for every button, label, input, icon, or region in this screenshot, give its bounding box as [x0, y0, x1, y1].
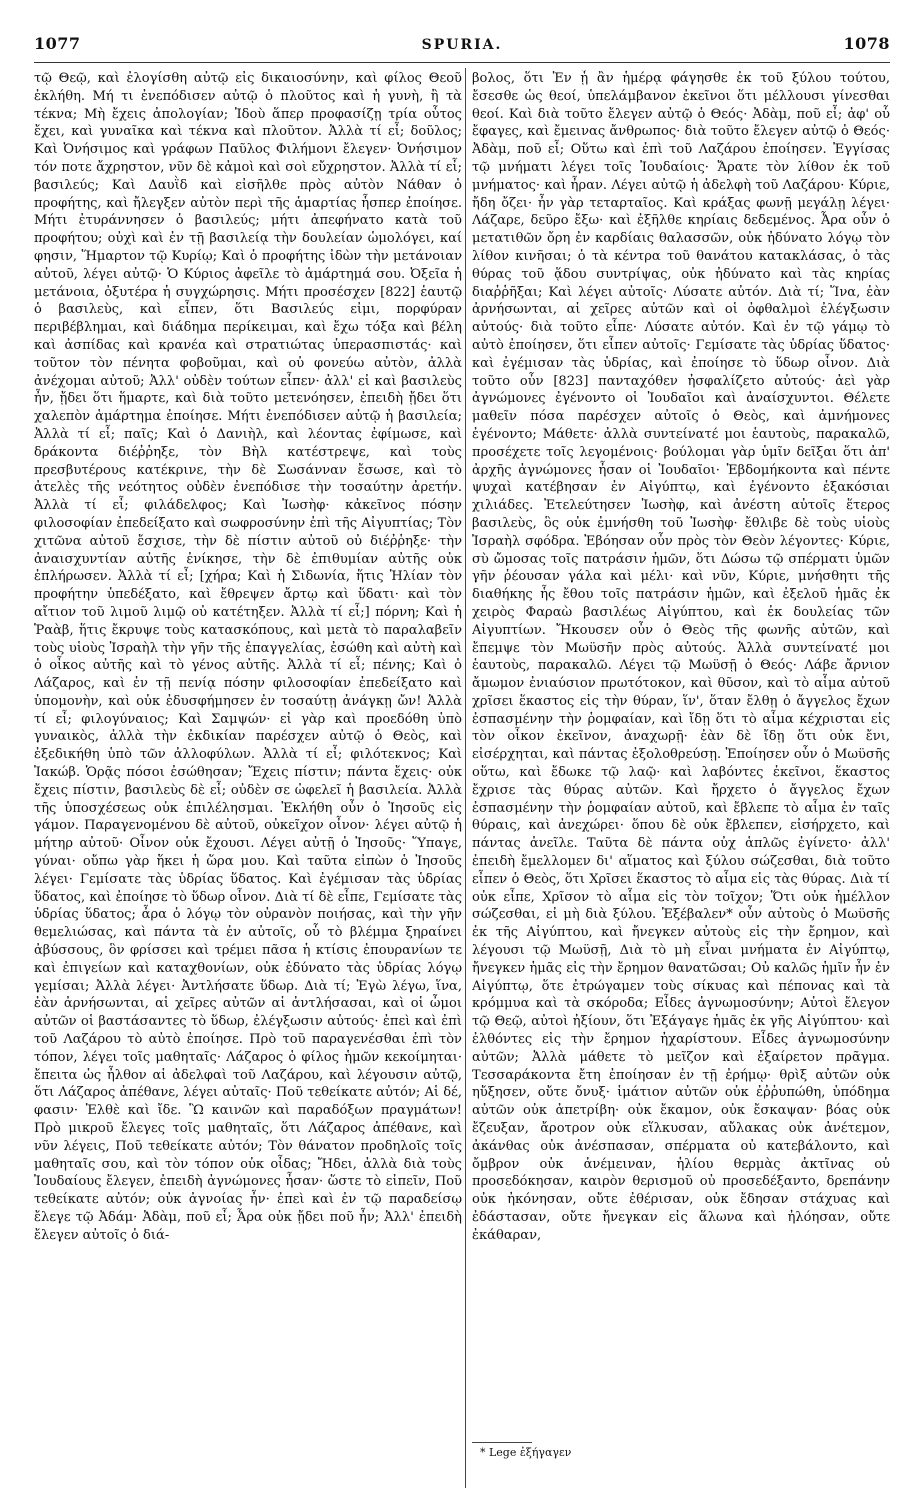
left-page-number: 1077 — [34, 34, 81, 53]
footnote: * Lege ἐξήγαγεν — [480, 1446, 572, 1459]
right-page-number: 1078 — [843, 34, 890, 53]
header-rule — [34, 62, 890, 63]
running-title: SPURIA. — [421, 37, 503, 53]
page-header — [34, 34, 890, 60]
left-column-text: τῷ Θεῷ, καὶ ἐλογίσθη αὐτῷ εἰς δικαιοσύνην, καὶ φίλος Θεοῦ ἐκλήθη. Μή τι ἐνεπόδισεν αὐτῷ ὁ πλοῦτος καὶ ἡ γυνὴ, ἢ τὰ τέκνα; Μὴ ἔχεις ἀπολογίαν; Ἰδοὺ ἅπερ προφασίζῃ τρία οὗτος ἔχει, καὶ γυναῖκα καὶ τέκνα καὶ πλοῦτον. Ἀλλὰ τί εἶ; δοῦλος; Καὶ Ὀνήσιμος καὶ γράφων Παῦλος Φιλήμονι ἔλεγεν· Ὀνήσιμον τόν ποτε ἄχρηστον, νῦν δὲ κἀμοὶ καὶ σοὶ εὔχρηστον. Ἀλλὰ τί εἶ; βασιλεύς; Καὶ Δαυῒδ καὶ εἰσῆλθε πρὸς αὐτὸν Νάθαν ὁ προφήτης, καὶ ἤλεγξεν αὐτὸν περὶ τῆς ἁμαρτίας ἧσπερ ἐποίησε. Μήτι ἐτυράννησεν ὁ βασιλεύς; μήτι ἀπεφήνατο κατὰ τοῦ προφήτου; οὐχὶ καὶ ἐν τῇ βασιλείᾳ τὴν δουλείαν ὡμολόγει, καί φησιν, Ἥμαρτον τῷ Κυρίῳ; Καὶ ὁ προφήτης ἰδὼν τὴν μετάνοιαν αὐτοῦ, λέγει αὐτῷ· Ὁ Κύριος ἀφεῖλε τὸ ἁμάρτημά σου. Ὀξεῖα ἡ μετάνοια, ὀξυτέρα ἡ συγχώρησις. Μήτι προσέσχεν [822] ἑαυτῷ ὁ βασιλεὺς, καὶ εἶπεν, ὅτι Βασιλεύς εἰμι, πορφύραν περιβέβλημαι, καὶ διάδημα περίκειμαι, καὶ ἔχω τόξα καὶ βέλη καὶ ἀσπίδας καὶ κρανέα καὶ στρατιώτας ὑπερασπιστάς· καὶ τοῦτον τὸν πένητα φοβοῦμαι, καὶ οὐ φονεύω αὐτὸν, ἀλλὰ ἀνέχομαι αὐτοῦ; Ἀλλ' οὐδὲν τούτων εἶπεν· ἀλλ' εἰ καὶ βασιλεὺς ἦν, ᾔδει ὅτι ἥμαρτε, καὶ διὰ τοῦτο μετενόησεν, ἐπειδὴ ᾔδει ὅτι χαλεπὸν ἁμάρτημα ἐποίησε. Μήτι ἐνεπόδισεν αὐτῷ ἡ βασιλεία; Ἀλλὰ τί εἶ; παῖς; Καὶ ὁ Δανιὴλ, καὶ λέοντας ἐφίμωσε, καὶ δράκοντα διέῤῥηξε, τὸν Βὴλ κατέστρεψε, καὶ τοὺς πρεσβυτέρους κατέκρινε, τὴν δὲ Σωσάνναν ἔσωσε, καὶ τὸ ἀτελὲς τῆς νεότητος οὐδὲν ἐνεπόδισε τὴν τοσαύτην ἀρετήν. Ἀλλὰ τί εἶ; φιλάδελφος; Καὶ Ἰωσὴφ· κἀκεῖνος πόσην φιλοσοφίαν ἐπεδείξατο καὶ σωφροσύνην ἐπὶ τῆς Αἰγυπτίας; Τὸν χιτῶνα αὐτοῦ ἔσχισε, τὴν δὲ πίστιν αὐτοῦ οὐ διέῤῥηξε· τὴν ἀναισχυντίαν αὐτῆς ἐνίκησε, τὴν δὲ ἐπιθυμίαν αὐτῆς οὐκ ἐπλήρωσεν. Ἀλλὰ τί εἶ; [χήρα; Καὶ ἡ Σιδωνία, ἥτις Ἠλίαν τὸν προφήτην ὑπεδέξατο, καὶ ἔθρεψεν ἄρτῳ καὶ ὕδατι· καὶ τὸν αἴτιον τοῦ λιμοῦ λιμῷ οὐ κατέτηξεν. Ἀλλὰ τί εἶ;] πόρνη; Καὶ ἡ Ῥαὰβ, ἥτις ἔκρυψε τοὺς κατασκόπους, καὶ μετὰ τὸ παραλαβεῖν τοὺς υἱοὺς Ἰσραὴλ τὴν γῆν τῆς ἐπαγγελίας, ἐσώθη καὶ αὐτὴ καὶ ὁ οἶκος αὐτῆς καὶ τὸ γένος αὐτῆς. Ἀλλὰ τί εἶ; πένης; Καὶ ὁ Λάζαρος, καὶ ἐν τῇ πενίᾳ πόσην φιλοσοφίαν ἐπεδείξατο καὶ ὑπομονὴν, καὶ οὐκ ἐδυσφήμησεν ἐν τοσαύτῃ ἀνάγκῃ ὤν! Ἀλλὰ τί εἶ; φιλογύναιος; Καὶ Σαμψών· εἰ γὰρ καὶ προεδόθη ὑπὸ γυναικὸς, ἀλλὰ τὴν ἐκδικίαν παρέσχεν αὐτῷ ὁ Θεὸς, καὶ ἐξεδικήθη ὑπὸ τῶν ἀλλοφύλων. Ἀλλὰ τί εἶ; φιλότεκνος; Καὶ Ἰακώβ. Ὁρᾷς πόσοι ἐσώθησαν; Ἔχεις πίστιν; πάντα ἔχεις· οὐκ ἔχεις πίστιν, βασιλεὺς δὲ εἶ; οὐδὲν σε ὠφελεῖ ἡ βασιλεία. Ἀλλὰ τῆς ὑποσχέσεως οὐκ ἐπιλέλησμαι. Ἐκλήθη οὖν ὁ Ἰησοῦς εἰς γάμον. Παραγενομένου δὲ αὐτοῦ, οὐκεῖχον οἶνον· λέγει αὐτῷ ἡ μήτηρ αὐτοῦ· Οἶνον οὐκ ἔχουσι. Λέγει αὐτῇ ὁ Ἰησοῦς· Ὕπαγε, γύναι· οὔπω γὰρ ἥκει ἡ ὥρα μου. Καὶ ταῦτα εἰπὼν ὁ Ἰησοῦς λέγει· Γεμίσατε τὰς ὑδρίας ὕδατος. Καὶ ἐγέμισαν τὰς ὑδρίας ὕδατος, καὶ ἐποίησε τὸ ὕδωρ οἶνον. Διὰ τί δὲ εἶπε, Γεμίσατε τὰς ὑδρίας ὕδατος; ἆρα ὁ λόγῳ τὸν οὐρανὸν ποιήσας, καὶ τὴν γῆν θεμελιώσας, καὶ πάντα τὰ ἐν αὐτοῖς, οὗ τὸ βλέμμα ξηραίνει ἀβύσσους, ὃν φρίσσει καὶ τρέμει πᾶσα ἡ κτίσις ἐπουρανίων τε καὶ ἐπιγείων καὶ καταχθονίων, οὐκ ἐδύνατο τὰς ὑδρίας λόγῳ γεμίσαι; Ἀλλὰ λέγει· Ἀντλήσατε ὕδωρ. Διὰ τί; Ἐγὼ λέγω, ἵνα, ἐὰν ἀρνήσωνται, αἱ χεῖρες αὐτῶν αἱ ἀντλήσασαι, καὶ οἱ ὦμοι αὐτῶν οἱ βαστάσαντες τὸ ὕδωρ, ἐλέγξωσιν αὐτούς· ἐπεὶ καὶ ἐπὶ τοῦ Λαζάρου τὸ αὐτὸ ἐποίησε. Πρὸ τοῦ παραγενέσθαι ἐπὶ τὸν τόπον, λέγει τοῖς μαθηταῖς· Λάζαρος ὁ φίλος ἡμῶν κεκοίμηται· ἔπειτα ὡς ἦλθον αἱ ἀδελφαὶ τοῦ Λαζάρου, καὶ λέγουσιν αὐτῷ, ὅτι Λάζαρος ἀπέθανε, λέγει αὐταῖς· Ποῦ τεθείκατε αὐτόν; Αἱ δέ, φασιν· Ἐλθὲ καὶ ἴδε. Ὢ καινῶν καὶ παραδόξων πραγμάτων! Πρὸ μικροῦ ἔλεγες τοῖς μαθηταῖς, ὅτι Λάζαρος ἀπέθανε, καὶ νῦν λέγεις, Ποῦ τεθείκατε αὐτόν; Τὸν θάνατον προδηλοῖς τοῖς μαθηταῖς σου, καὶ τὸν τόπον οὐκ οἶδας; Ἤδει, ἀλλὰ διὰ τοὺς Ἰουδαίους ἔλεγεν, ἐπειδὴ ἀγνώμονες ἦσαν· ὥστε τὸ εἰπεῖν, Ποῦ τεθείκατε αὐτόν; οὐκ ἀγνοίας ἦν· ἐπεὶ καὶ ἐν τῷ παραδείσῳ ἔλεγε τῷ Ἀδάμ· Ἀδὰμ, ποῦ εἶ; Ἆρα οὐκ ᾔδει ποῦ ἦν; Ἀλλ' ἐπειδὴ ἔλεγεν αὐτοῖς ὁ διά- — [34, 71, 462, 1243]
right-column-text: βολος, ὅτι Ἐν ᾗ ἂν ἡμέρᾳ φάγησθε ἐκ τοῦ ξύλου τούτου, ἔσεσθε ὡς θεοί, ὑπελάμβανον ἐκεῖνοι ὅτι μέλλουσι γίνεσθαι θεοί. Καὶ διὰ τοῦτο ἔλεγεν αὐτῷ ὁ Θεός· Ἀδὰμ, ποῦ εἶ; ἀφ' οὗ ἔφαγες, καὶ ἔμεινας ἄνθρωπος· διὰ τοῦτο ἔλεγεν αὐτῷ ὁ Θεός· Ἀδὰμ, ποῦ εἶ; Οὕτω καὶ ἐπὶ τοῦ Λαζάρου ἐποίησεν. Ἐγγίσας τῷ μνήματι λέγει τοῖς Ἰουδαίοις· Ἄρατε τὸν λίθον ἐκ τοῦ μνήματος· καὶ ἦραν. Λέγει αὐτῷ ἡ ἀδελφὴ τοῦ Λαζάρου· Κύριε, ἤδη ὄζει· ἦν γὰρ τεταρταῖος. Καὶ κράξας φωνῇ μεγάλῃ λέγει· Λάζαρε, δεῦρο ἔξω· καὶ ἐξῆλθε κηρίαις δεδεμένος. Ἆρα οὖν ὁ μετατιθῶν ὄρη ἐν καρδίαις θαλασσῶν, οὐκ ἠδύνατο λόγῳ τὸν λίθον κινῆσαι; ὁ τὰ κέντρα τοῦ θανάτου κατακλάσας, ὁ τὰς θύρας τοῦ ᾅδου συντρίψας, οὐκ ἠδύνατο καὶ τὰς κηρίας διαῤῥῆξαι; Καὶ λέγει αὐτοῖς· Λύσατε αὐτόν. Διὰ τί; Ἵνα, ἐὰν ἀρνήσωνται, αἱ χεῖρες αὐτῶν καὶ οἱ ὀφθαλμοὶ ἐλέγξωσιν αὐτούς· διὰ τοῦτο εἶπε· Λύσατε αὐτόν. Καὶ ἐν τῷ γάμῳ τὸ αὐτὸ ἐποίησεν, ὅτι εἶπεν αὐτοῖς· Γεμίσατε τὰς ὑδρίας ὕδατος· καὶ ἐγέμισαν τὰς ὑδρίας, καὶ ἐποίησε τὸ ὕδωρ οἶνον. Διὰ τοῦτο οὖν [823] πανταχόθεν ἠσφαλίζετο αὐτούς· ἀεὶ γὰρ ἀγνώμονες ἐγένοντο οἱ Ἰουδαῖοι καὶ ἀναίσχυντοι. Θέλετε μαθεῖν πόσα παρέσχεν αὐτοῖς ὁ Θεὸς, καὶ ἀμνήμονες ἐγένοντο; Μάθετε· ἀλλὰ συντείνατέ μοι ἑαυτοὺς, παρακαλῶ, προσέχετε τοῖς λεγομένοις· βούλομαι γὰρ ὑμῖν δεῖξαι ὅτι ἀπ' ἀρχῆς ἀγνώμονες ἦσαν οἱ Ἰουδαῖοι· Ἑβδομήκοντα καὶ πέντε ψυχαὶ κατέβησαν ἐν Αἰγύπτῳ, καὶ ἐγένοντο ἑξακόσιαι χιλιάδες. Ἐτελεύτησεν Ἰωσὴφ, καὶ ἀνέστη αὐτοῖς ἕτερος βασιλεὺς, ὃς οὐκ ἐμνήσθη τοῦ Ἰωσὴφ· ἔθλιβε δὲ τοὺς υἱοὺς Ἰσραὴλ σφόδρα. Ἐβόησαν οὖν πρὸς τὸν Θεὸν λέγοντες· Κύριε, σὺ ὤμοσας τοῖς πατράσιν ἡμῶν, ὅτι Δώσω τῷ σπέρματι ὑμῶν γῆν ῥέουσαν γάλα καὶ μέλι· καὶ νῦν, Κύριε, μνήσθητι τῆς διαθήκης ἧς ἔθου τοῖς πατράσιν ἡμῶν, καὶ ἐξελοῦ ἡμᾶς ἐκ χειρὸς Φαραὼ βασιλέως Αἰγύπτου, καὶ ἐκ δουλείας τῶν Αἰγυπτίων. Ἤκουσεν οὖν ὁ Θεὸς τῆς φωνῆς αὐτῶν, καὶ ἔπεμψε τὸν Μωϋσῆν πρὸς αὐτούς. Ἀλλὰ συντείνατέ μοι ἑαυτοὺς, παρακαλῶ. Λέγει τῷ Μωϋσῇ ὁ Θεός· Λάβε ἄρνιον ἄμωμον ἐνιαύσιον πρωτότοκον, καὶ θῦσον, καὶ τὸ αἷμα αὐτοῦ χρῖσει ἕκαστος εἰς τὴν θύραν, ἵν', ὅταν ἔλθῃ ὁ ἄγγελος ἔχων ἐσπασμένην τὴν ῥομφαίαν, καὶ ἴδῃ ὅτι τὸ αἷμα κέχρισται εἰς τὸν οἶκον ἐκεῖνον, ἀναχωρῇ· ἐὰν δὲ ἴδῃ ὅτι οὐκ ἔνι, εἰσέρχηται, καὶ πάντας ἐξολοθρεύσῃ. Ἐποίησεν οὖν ὁ Μωϋσῆς οὕτω, καὶ ἔδωκε τῷ λαῷ· καὶ λαβόντες ἐκεῖνοι, ἕκαστος ἔχρισε τὰς θύρας αὐτῶν. Καὶ ἤρχετο ὁ ἄγγελος ἔχων ἐσπασμένην τὴν ῥομφαίαν αὐτοῦ, καὶ ἔβλεπε τὸ αἷμα ἐν ταῖς θύραις, καὶ ἀνεχώρει· ὅπου δὲ οὐκ ἔβλεπεν, εἰσήρχετο, καὶ πάντας ἀνεῖλε. Ταῦτα δὲ πάντα οὐχ ἁπλῶς ἐγίνετο· ἀλλ' ἐπειδὴ ἔμελλομεν δι' αἵματος καὶ ξύλου σώζεσθαι, διὰ τοῦτο εἶπεν ὁ Θεὸς, ὅτι Χρῖσει ἕκαστος τὸ αἷμα εἰς τὰς θύρας. Διὰ τί οὐκ εἶπε, Χρῖσον τὸ αἷμα εἰς τὸν τοῖχον; Ὅτι οὐκ ἠμέλλον σώζεσθαι, εἰ μὴ διὰ ξύλου. Ἐξέβαλεν* οὖν αὐτοὺς ὁ Μωϋσῆς ἐκ τῆς Αἰγύπτου, καὶ ἤνεγκεν αὐτοὺς εἰς τὴν ἔρημον, καὶ λέγουσι τῷ Μωϋσῇ, Διὰ τὸ μὴ εἶναι μνήματα ἐν Αἰγύπτῳ, ἤνεγκεν ἡμᾶς εἰς τὴν ἔρημον θανατῶσαι; Οὐ καλῶς ἡμῖν ἦν ἐν Αἰγύπτῳ, ὅτε ἐτρώγαμεν τοὺς σίκυας καὶ πέπονας καὶ τὰ κρόμμυα καὶ τὰ σκόροδα; Εἶδες ἀγνωμοσύνην; Αὐτοὶ ἔλεγον τῷ Θεῷ, αὐτοὶ ἠξίουν, ὅτι Ἐξάγαγε ἡμᾶς ἐκ γῆς Αἰγύπτου· καὶ ἐλθόντες εἰς τὴν ἔρημον ἠχαρίστουν. Εἶδες ἀγνωμοσύνην αὐτῶν; Ἀλλὰ μάθετε τὸ μεῖζον καὶ ἐξαίρετον πρᾶγμα. Τεσσαράκοντα ἔτη ἐποίησαν ἐν τῇ ἐρήμῳ· θρὶξ αὐτῶν οὐκ ηὔξησεν, οὔτε ὄνυξ· ἱμάτιον αὐτῶν οὐκ ἐῤῥυπώθη, ὑπόδημα αὐτῶν οὐκ ἀπετρίβη· οὐκ ἔκαμον, οὐκ ἔσκαψαν· βόας οὐκ ἔζευξαν, ἄροτρον οὐκ εἵλκυσαν, αὔλακας οὐκ ἀνέτεμον, ἀκάνθας οὐκ ἀνέσπασαν, σπέρματα οὐ κατεβάλοντο, καὶ ὄμβρον οὐκ ἀνέμειναν, ἡλίου θερμὰς ἀκτῖνας οὐ προσεδόκησαν, καιρὸν θερισμοῦ οὐ προσεδέξαντο, δρεπάνην οὐκ ἠκόνησαν, οὔτε ἐθέρισαν, οὐκ ἔδησαν στάχυας καὶ ἐδάστασαν, οὔτε ἤνεγκαν εἰς ἅλωνα καὶ ἠλόησαν, οὔτε ἐκάθαραν, — [472, 71, 890, 1243]
left-column — [34, 70, 462, 1488]
right-column — [472, 70, 890, 1440]
footnote-rule — [472, 1442, 532, 1443]
column-divider — [465, 68, 466, 1488]
